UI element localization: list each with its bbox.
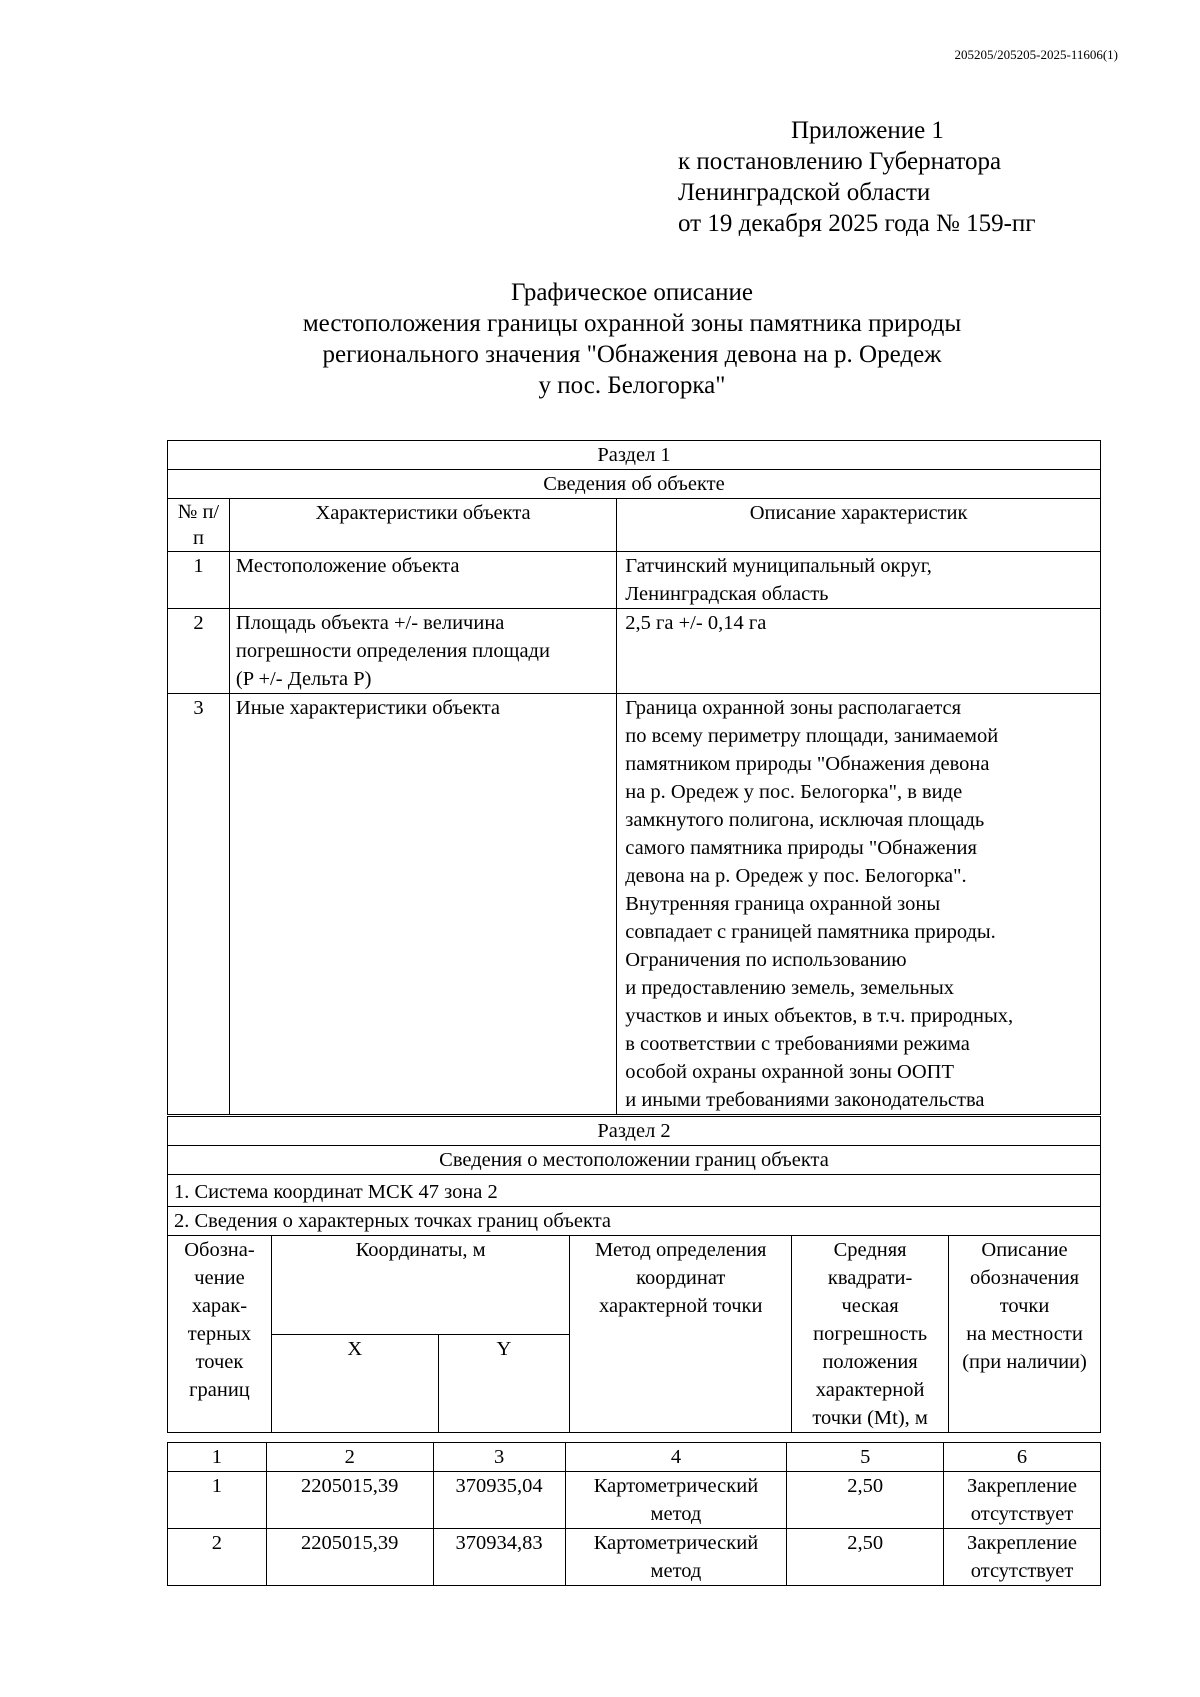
text-line: терных xyxy=(187,1323,252,1345)
header-coordinates: Координаты, м xyxy=(271,1236,569,1335)
column-number: 4 xyxy=(565,1443,787,1472)
text-line: отсутствует xyxy=(970,1503,1074,1525)
column-number: 3 xyxy=(433,1443,565,1472)
point-description xyxy=(944,1529,1101,1586)
section2-table xyxy=(167,1116,1101,1433)
title-line: регионального значения "Обнажения девона на р. Оредеж xyxy=(322,341,942,368)
section1-table xyxy=(167,440,1101,1115)
text-line: обозначения xyxy=(969,1267,1080,1289)
section2-subheading: Сведения о местоположении границ объекта xyxy=(168,1146,1101,1175)
text-line: ческая xyxy=(841,1295,899,1317)
header-y: Y xyxy=(438,1334,570,1433)
title-line: у пос. Белогорка" xyxy=(538,372,726,399)
row-characteristic xyxy=(229,609,616,694)
appendix-line: от 19 декабря 2025 года № 159-пг xyxy=(678,210,1036,237)
text-line: на местности xyxy=(966,1323,1083,1345)
text-line: Закрепление xyxy=(967,1475,1078,1497)
text-line: положения xyxy=(822,1351,918,1373)
table-row xyxy=(168,1472,1101,1529)
row-number: 3 xyxy=(168,694,230,1115)
column-number: 1 xyxy=(168,1443,267,1472)
text-line: (при наличии) xyxy=(962,1351,1087,1373)
row-description xyxy=(617,694,1101,1115)
text-line: и иными требованиями законодательства xyxy=(625,1089,985,1111)
header-point-designation xyxy=(168,1236,272,1433)
header-description: Описание характеристик xyxy=(617,499,1101,552)
header-method xyxy=(570,1236,792,1433)
text-line: особой охраны охранной зоны ООПТ xyxy=(625,1061,954,1083)
points-heading: 2. Сведения о характерных точках границ объекта xyxy=(168,1207,1101,1236)
text-line: точки xyxy=(999,1295,1050,1317)
text-line: харак- xyxy=(191,1295,248,1317)
column-number: 6 xyxy=(944,1443,1101,1472)
row-number: 1 xyxy=(168,552,230,609)
header-num: № п/п xyxy=(168,499,230,552)
text-line: метод xyxy=(650,1560,702,1582)
table-row xyxy=(168,552,1101,609)
text-line: участков и иных объектов, в т.ч. природных, xyxy=(625,1005,1014,1027)
text-line: погрешности определения площади xyxy=(235,640,550,662)
text-line: памятником природы "Обнажения девона xyxy=(625,753,990,775)
point-mt: 2,50 xyxy=(787,1472,944,1529)
coordinate-system: 1. Система координат МСК 47 зона 2 xyxy=(168,1175,1101,1207)
points-table xyxy=(167,1442,1101,1586)
appendix-line: к постановлению Губернатора xyxy=(678,148,1002,175)
row-number: 2 xyxy=(168,609,230,694)
column-number: 2 xyxy=(266,1443,433,1472)
row-description: 2,5 га +/- 0,14 га xyxy=(617,609,1101,694)
text-line: Метод определения xyxy=(595,1239,767,1261)
point-y: 370934,83 xyxy=(433,1529,565,1586)
point-description xyxy=(944,1472,1101,1529)
text-line: Средняя xyxy=(833,1239,907,1261)
text-line: девона на р. Оредеж у пос. Белогорка". xyxy=(625,865,967,887)
header-characteristics: Характеристики объекта xyxy=(229,499,616,552)
text-line: Гатчинский муниципальный округ, xyxy=(625,555,932,577)
text-line: замкнутого полигона, исключая площадь xyxy=(625,809,985,831)
text-line: характерной точки xyxy=(599,1295,763,1317)
text-line: в соответствии с требованиями режима xyxy=(625,1033,970,1055)
text-line: отсутствует xyxy=(970,1560,1074,1582)
text-line: (P +/- Дельта P) xyxy=(235,668,372,690)
text-line: чение xyxy=(194,1267,245,1289)
point-method xyxy=(565,1472,787,1529)
text-line: координат xyxy=(636,1267,726,1289)
point-x: 2205015,39 xyxy=(266,1472,433,1529)
header-point-description xyxy=(949,1236,1101,1433)
text-line: Обозна- xyxy=(184,1239,255,1261)
row-description xyxy=(617,552,1101,609)
column-number: 5 xyxy=(787,1443,944,1472)
text-line: точки (Mt), м xyxy=(812,1407,928,1429)
text-line: погрешность xyxy=(813,1323,928,1345)
row-characteristic: Иные характеристики объекта xyxy=(229,694,616,1115)
table-row xyxy=(168,694,1101,1115)
text-line: по всему периметру площади, занимаемой xyxy=(625,725,999,747)
text-line: Описание xyxy=(981,1239,1068,1261)
text-line: квадрати- xyxy=(827,1267,913,1289)
table-row xyxy=(168,1529,1101,1586)
header-x: X xyxy=(271,1334,438,1433)
text-line: метод xyxy=(650,1503,702,1525)
title-line: местоположения границы охранной зоны памятника природы xyxy=(302,310,962,337)
section2-heading: Раздел 2 xyxy=(168,1117,1101,1146)
text-line: Картометрический xyxy=(593,1532,759,1554)
text-line: Площадь объекта +/- величина xyxy=(235,612,505,634)
appendix-header xyxy=(678,115,1036,239)
document-title xyxy=(0,277,1200,401)
text-line: самого памятника природы "Обнажения xyxy=(625,837,977,859)
text-line: Картометрический xyxy=(593,1475,759,1497)
text-line: на р. Оредеж у пос. Белогорка", в виде xyxy=(625,781,963,803)
text-line: Ограничения по использованию xyxy=(625,949,907,971)
text-line: Закрепление xyxy=(967,1532,1078,1554)
point-mt: 2,50 xyxy=(787,1529,944,1586)
text-line: Ленинградская область xyxy=(625,583,829,605)
section1-subheading: Сведения об объекте xyxy=(168,470,1101,499)
text-line: и предоставлению земель, земельных xyxy=(625,977,955,999)
text-line: точек xyxy=(195,1351,244,1373)
section1-heading: Раздел 1 xyxy=(168,441,1101,470)
appendix-line: Приложение 1 xyxy=(791,117,944,144)
table-row xyxy=(168,609,1101,694)
document-registration-number: 205205/205205-2025-11606(1) xyxy=(954,47,1118,62)
text-line: Внутренняя граница охранной зоны xyxy=(625,893,941,915)
point-method xyxy=(565,1529,787,1586)
row-characteristic: Местоположение объекта xyxy=(229,552,616,609)
text-line: границ xyxy=(189,1379,250,1401)
text-line: совпадает с границей памятника природы. xyxy=(625,921,996,943)
appendix-line: Ленинградской области xyxy=(678,179,931,206)
point-id: 2 xyxy=(168,1529,267,1586)
text-line: Граница охранной зоны располагается xyxy=(625,697,962,719)
title-line: Графическое описание xyxy=(510,279,754,306)
point-y: 370935,04 xyxy=(433,1472,565,1529)
point-id: 1 xyxy=(168,1472,267,1529)
point-x: 2205015,39 xyxy=(266,1529,433,1586)
header-mean-square-error xyxy=(792,1236,949,1433)
text-line: характерной xyxy=(815,1379,925,1401)
column-number-row xyxy=(168,1443,1101,1472)
